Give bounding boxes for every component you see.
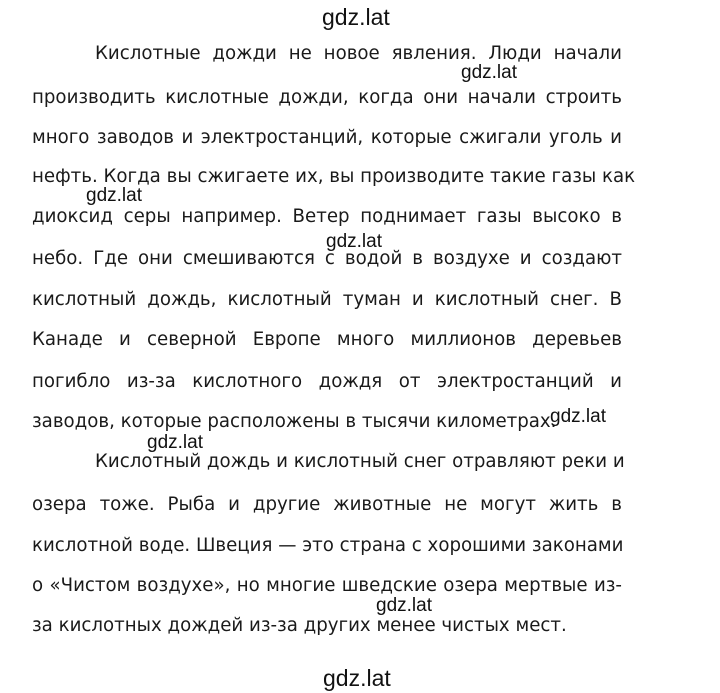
- paragraph-2-line-3: кислотной воде. Швеция — это страна с хорошими законами: [32, 535, 624, 556]
- paragraph-1-line-3: много заводов и электростанций, которые сжигали уголь и: [32, 127, 622, 148]
- watermark-2: gdz.lat: [86, 185, 142, 206]
- watermark-5: gdz.lat: [147, 432, 203, 453]
- paragraph-2-line-2: озера тоже. Рыба и другие животные не могут жить в: [32, 494, 622, 515]
- paragraph-1-line-1: Кислотные дожди не новое явления. Люди начали: [95, 43, 622, 64]
- paragraph-1-line-2: производить кислотные дожди, когда они начали строить: [32, 87, 622, 108]
- paragraph-2-line-1: Кислотный дождь и кислотный снег отравляют реки и: [95, 451, 625, 472]
- watermark-top: gdz.lat: [322, 4, 390, 30]
- paragraph-1-line-10: заводов, которые расположены в тысячи километрах.: [32, 411, 557, 432]
- paragraph-1-line-5: диоксид серы например. Ветер поднимает газы высоко в: [32, 206, 622, 227]
- watermark-6: gdz.lat: [376, 595, 432, 616]
- paragraph-1-line-6: небо. Где они смешиваются с водой в воздухе и создают: [32, 248, 622, 269]
- watermark-1: gdz.lat: [461, 62, 517, 83]
- watermark-bottom: gdz.lat: [323, 665, 391, 691]
- paragraph-1-line-9: погибло из-за кислотного дождя от электростанций и: [32, 371, 622, 392]
- paragraph-1-line-7: кислотный дождь, кислотный туман и кислотный снег. В: [32, 289, 622, 310]
- watermark-3: gdz.lat: [326, 231, 382, 252]
- watermark-4: gdz.lat: [550, 406, 606, 427]
- paragraph-1-line-4: нефть. Когда вы сжигаете их, вы производите такие газы как: [32, 166, 636, 187]
- paragraph-2-line-4: о «Чистом воздухе», но многие шведские озера мертвые из-: [32, 575, 622, 596]
- paragraph-1-line-8: Канаде и северной Европе много миллионов деревьев: [32, 329, 622, 350]
- paragraph-2-line-5: за кислотных дождей из-за других менее чистых мест.: [32, 615, 567, 636]
